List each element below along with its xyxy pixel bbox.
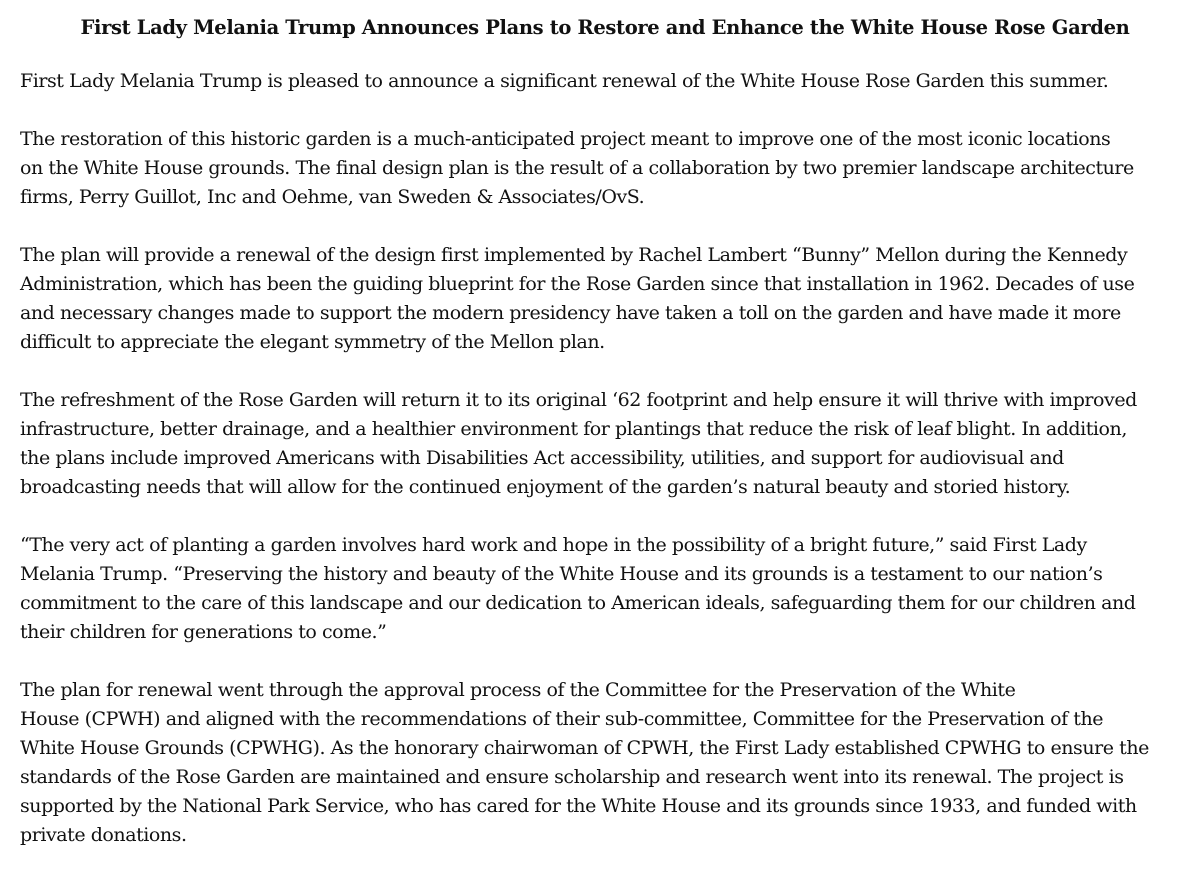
paragraph-announcement	[20, 67, 1190, 96]
text-line: private donations.	[20, 824, 187, 846]
paragraph-mellon-design	[20, 241, 1190, 357]
text-line: firms, Perry Guillot, Inc and Oehme, van Sweden & Associates/OvS.	[20, 186, 645, 208]
page-title: First Lady Melania Trump Announces Plans to Restore and Enhance the White House Rose Garden	[80, 16, 1130, 39]
text-line: commitment to the care of this landscape and our dedication to American ideals, safeguarding them for our children and	[20, 592, 1136, 614]
text-line: broadcasting needs that will allow for the continued enjoyment of the garden’s natural beauty and storied history.	[20, 476, 1071, 498]
text-line: White House Grounds (CPWHG). As the honorary chairwoman of CPWH, the First Lady established CPWHG to ensure the	[20, 737, 1149, 759]
text-line: First Lady Melania Trump is pleased to announce a significant renewal of the White House Rose Garden this summer.	[20, 70, 1109, 92]
paragraph-refreshment	[20, 386, 1190, 502]
text-line: on the White House grounds. The final design plan is the result of a collaboration by two premier landscape architecture	[20, 157, 1134, 179]
text-line: supported by the National Park Service, who has cared for the White House and its grounds since 1933, and funded with	[20, 795, 1137, 817]
text-line: The plan will provide a renewal of the design first implemented by Rachel Lambert “Bunny” Mellon during the Kennedy	[20, 244, 1128, 266]
text-line: the plans include improved Americans with Disabilities Act accessibility, utilities, and support for audiovisual and	[20, 447, 1064, 469]
text-line: Melania Trump. “Preserving the history and beauty of the White House and its grounds is a testament to our nation’s	[20, 563, 1103, 585]
text-line: Administration, which has been the guiding blueprint for the Rose Garden since that installation in 1962. Decades of use	[20, 273, 1135, 295]
text-line: infrastructure, better drainage, and a healthier environment for plantings that reduce the risk of leaf blight. In addition,	[20, 418, 1127, 440]
text-line: “The very act of planting a garden involves hard work and hope in the possibility of a bright future,” said First Lady	[20, 534, 1087, 556]
text-line: their children for generations to come.”	[20, 621, 387, 643]
paragraph-approval	[20, 676, 1190, 850]
text-line: difficult to appreciate the elegant symmetry of the Mellon plan.	[20, 331, 605, 353]
text-line: House (CPWH) and aligned with the recommendations of their sub-committee, Committee for the Preservation of the	[20, 708, 1104, 730]
text-line: standards of the Rose Garden are maintained and ensure scholarship and research went into its renewal. The project is	[20, 766, 1124, 788]
text-line: The restoration of this historic garden is a much-anticipated project meant to improve one of the most iconic locations	[20, 128, 1111, 150]
text-line: and necessary changes made to support the modern presidency have taken a toll on the garden and have made it more	[20, 302, 1121, 324]
paragraph-restoration	[20, 125, 1190, 212]
paragraph-quote	[20, 531, 1190, 647]
text-line: The plan for renewal went through the approval process of the Committee for the Preservation of the White	[20, 679, 1016, 701]
text-line: The refreshment of the Rose Garden will return it to its original ‘62 footprint and help ensure it will thrive with improved	[20, 389, 1137, 411]
